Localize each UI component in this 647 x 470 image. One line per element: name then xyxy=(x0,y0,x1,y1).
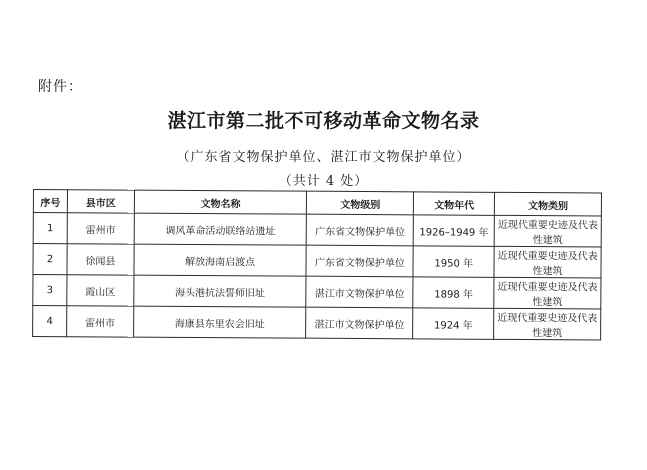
header-category: 文物类别 xyxy=(495,192,602,216)
cell-county: 徐闻县 xyxy=(67,244,134,275)
count-note: （共计 4 处） xyxy=(278,174,369,189)
cell-level: 广东省文物保护单位 xyxy=(306,245,413,277)
header-serial: 序号 xyxy=(33,190,67,213)
cell-serial: 4 xyxy=(33,306,67,337)
cell-relic-name: 解放海南启渡点 xyxy=(134,244,307,276)
cell-category: 近现代重要史迹及代表性建筑 xyxy=(494,308,601,340)
cell-serial: 3 xyxy=(33,275,67,306)
header-level: 文物级别 xyxy=(307,191,414,215)
cell-county: 霞山区 xyxy=(67,275,134,306)
cell-category: 近现代重要史迹及代表性建筑 xyxy=(494,277,601,309)
cell-category: 近现代重要史迹及代表性建筑 xyxy=(494,246,601,278)
header-relic-name: 文物名称 xyxy=(134,190,307,214)
cell-era: 1924 年 xyxy=(413,308,494,339)
cell-level: 湛江市文物保护单位 xyxy=(306,276,413,308)
table-header-row xyxy=(33,190,601,216)
document-subtitle: （广东省文物保护单位、湛江市文物保护单位） xyxy=(176,150,471,165)
cell-level: 广东省文物保护单位 xyxy=(307,214,414,246)
cell-serial: 2 xyxy=(33,244,67,275)
cell-level: 湛江市文物保护单位 xyxy=(306,307,413,339)
header-era: 文物年代 xyxy=(414,192,495,215)
table-row xyxy=(33,244,601,278)
cell-era: 1926–1949 年 xyxy=(413,215,494,246)
cell-era: 1950 年 xyxy=(413,246,494,277)
document-title: 湛江市第二批不可移动革命文物名录 xyxy=(167,110,480,132)
table-row xyxy=(33,306,601,340)
cell-relic-name: 海康县东里农会旧址 xyxy=(133,306,306,338)
cell-relic-name: 海头港抗法誓师旧址 xyxy=(134,275,307,307)
relics-table xyxy=(32,189,602,340)
cell-serial: 1 xyxy=(33,213,67,244)
attachment-label: 附件： xyxy=(38,79,83,95)
table-row xyxy=(33,275,601,309)
cell-relic-name: 调风革命活动联络站遗址 xyxy=(134,213,307,245)
cell-era: 1898 年 xyxy=(413,277,494,308)
header-county: 县市区 xyxy=(67,190,134,213)
table-row xyxy=(33,213,601,247)
cell-category: 近现代重要史迹及代表性建筑 xyxy=(494,215,601,247)
cell-county: 雷州市 xyxy=(67,306,134,337)
cell-county: 雷州市 xyxy=(67,213,134,244)
